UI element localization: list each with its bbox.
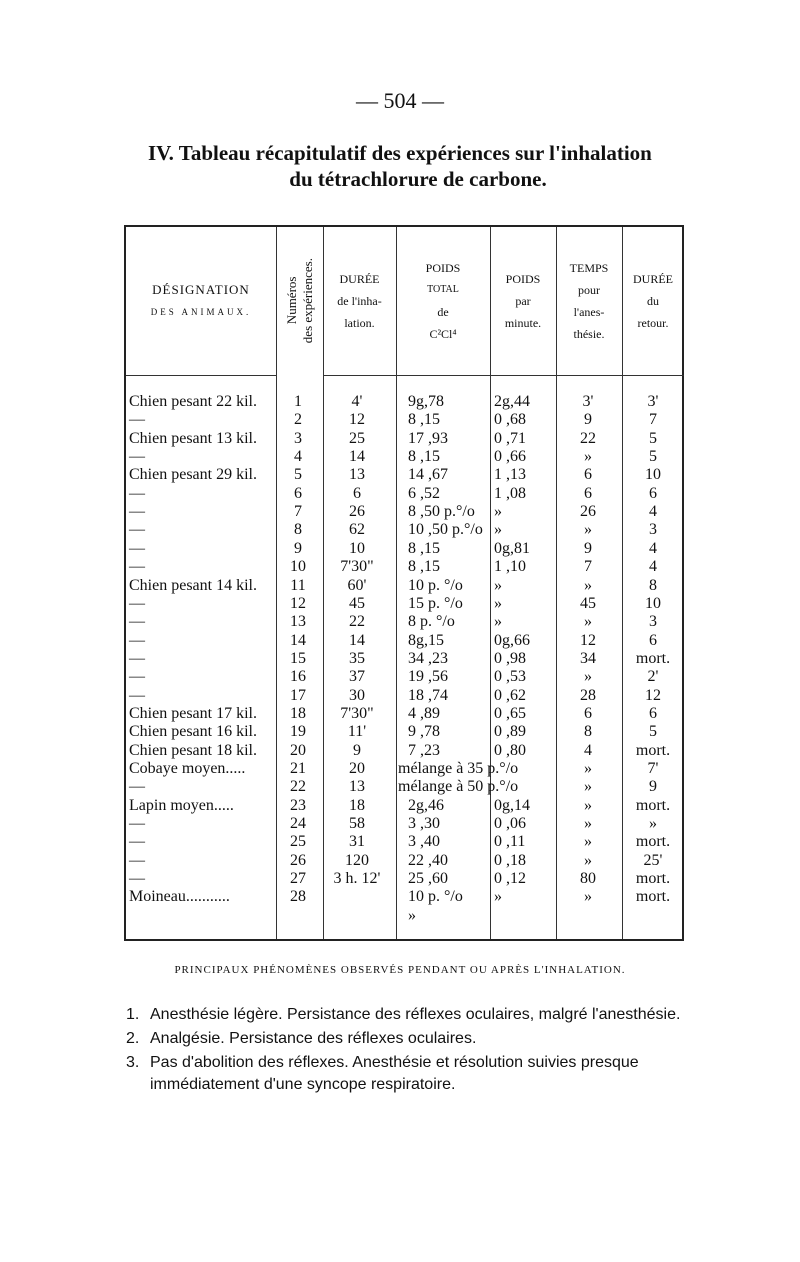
cell-retour: 9 [649,778,657,796]
cell-designation: Lapin moyen..... [129,796,234,814]
table-row [126,503,682,521]
cell-numero: 11 [290,576,306,594]
table-row [126,540,682,558]
cell-poids-total: 3 ,30 [408,815,440,833]
cell-designation: — [129,851,145,869]
cell-retour: 25' [643,851,663,869]
table-row [126,815,682,833]
cell-designation: — [129,833,145,851]
table-row [126,558,682,576]
cell-poids-minute: 1 ,13 [494,466,526,484]
cell-duree: 14 [349,448,365,466]
table-row [126,668,682,686]
table-row [126,521,682,539]
cell-poids-minute: » [494,888,502,906]
cell-temps: » [584,888,592,906]
cell-duree: 30 [349,686,365,704]
cell-poids-total: 8 ,15 [408,558,440,576]
cell-temps: » [584,576,592,594]
cell-temps: 3' [582,393,594,410]
table-row [126,888,682,906]
cell-poids-minute: 0g,81 [494,539,530,557]
cell-retour: 10 [645,594,661,612]
cell-temps: 28 [580,686,596,704]
cell-temps: » [584,851,592,869]
header-rule [490,375,556,376]
table-row [126,760,682,778]
cell-numero: 23 [290,796,306,814]
cell-numero: 20 [290,741,306,759]
table-row [126,613,682,631]
cell-poids-minute: 0 ,65 [494,704,526,722]
cell-numero: 18 [290,704,306,722]
header-poids-minute: POIDS par minute. [504,272,542,330]
cell-retour: 12 [645,686,661,704]
cell-poids-minute: 0 ,53 [494,668,526,686]
cell-poids-total: 8 ,15 [408,448,440,466]
cell-mixture: mélange à 35 p.°/o [398,760,519,777]
cell-retour: 5 [649,723,657,741]
cell-temps: » [584,815,592,833]
table-row [126,870,682,888]
cell-poids-total: 22 ,40 [408,851,448,869]
cell-duree: 13 [349,778,365,796]
cell-numero: 26 [290,851,306,869]
cell-designation: — [129,411,145,429]
cell-poids-total: 8 p. °/o [408,613,455,631]
cell-duree: 12 [349,411,365,429]
cell-temps: 22 [580,429,596,447]
cell-duree: 31 [349,833,365,851]
cell-numero: 3 [294,429,302,447]
cell-retour: 4 [649,558,657,576]
header-rule [556,375,622,376]
cell-duree: 26 [349,503,365,521]
cell-temps: 6 [584,704,592,722]
table-row [126,632,682,650]
cell-designation: — [129,594,145,612]
cell-poids-minute: 0g,66 [494,631,530,649]
cell-duree: 18 [349,796,365,814]
cell-numero: 7 [294,503,302,521]
cell-duree: 4' [351,393,363,410]
cell-designation: Chien pesant 22 kil. [129,393,257,410]
cell-temps: 9 [584,411,592,429]
note-item: 3. Pas d'abolition des réflexes. Anesthésie et résolution suivies presque immédiatement d'une syncope respiratoire. [126,1054,639,1093]
table-row [126,742,682,760]
summary-table [124,225,684,941]
cell-poids-total: 3 ,40 [408,833,440,851]
cell-poids-total: 2g,46 [408,796,444,814]
table-row [126,723,682,741]
cell-numero: 12 [290,594,306,612]
title-line-2: du tétrachlorure de carbone. [289,167,547,191]
cell-duree: 25 [349,429,365,447]
cell-numero: 15 [290,649,306,667]
cell-poids-minute: 0 ,66 [494,448,526,466]
cell-poids-minute: 0 ,12 [494,870,526,888]
cell-duree: 20 [349,760,365,777]
cell-poids-total: 8 ,50 p.°/o [408,503,475,521]
cell-retour: 6 [649,704,657,722]
cell-duree: 120 [345,851,369,869]
cell-retour: » [649,815,657,833]
cell-retour: 6 [649,631,657,649]
cell-designation: — [129,613,145,631]
cell-poids-minute: 0 ,06 [494,815,526,833]
cell-temps: » [584,521,592,539]
cell-temps: 6 [584,466,592,484]
cell-temps: 8 [584,723,592,741]
cell-numero: 4 [294,448,302,466]
cell-designation: Chien pesant 18 kil. [129,741,257,759]
cell-duree: 6 [353,484,361,502]
cell-temps: 7 [584,558,592,576]
cell-numero: 13 [290,613,306,631]
cell-duree: 60' [347,576,367,594]
cell-poids-minute: » [494,576,502,594]
cell-duree: 22 [349,613,365,631]
cell-poids-total: 8g,15 [408,631,444,649]
cell-duree: 7'30" [340,704,374,722]
cell-retour: 2' [647,668,659,686]
cell-poids-minute: » [494,503,502,521]
cell-retour: 3 [649,521,657,539]
table-row [126,797,682,815]
cell-poids-minute: 0 ,18 [494,851,526,869]
cell-duree: 37 [349,668,365,686]
cell-designation: Chien pesant 13 kil. [129,429,257,447]
cell-retour: 3' [647,393,659,410]
table-row [126,448,682,466]
cell-poids-total: 15 p. °/o [408,594,463,612]
cell-retour: mort. [635,833,671,851]
cell-retour: mort. [635,796,671,814]
cell-numero: 22 [290,778,306,796]
table-row [126,595,682,613]
cell-poids-minute: 0 ,98 [494,649,526,667]
table-row [126,411,682,429]
cell-designation: Chien pesant 14 kil. [129,576,257,594]
cell-poids-minute: 0 ,62 [494,686,526,704]
cell-designation: — [129,448,145,466]
note-item: 2. Analgésie. Persistance des réflexes oculaires. [126,1030,477,1047]
cell-numero: 1 [294,393,302,410]
cell-poids-total: 19 ,56 [408,668,448,686]
header-duree: DURÉE de l'inha- lation. [337,272,382,330]
cell-poids-minute: 0 ,80 [494,741,526,759]
cell-designation: — [129,870,145,888]
cell-poids-minute: 1 ,10 [494,558,526,576]
cell-retour: 8 [649,576,657,594]
cell-poids-total: 34 ,23 [408,649,448,667]
header-rule [396,375,490,376]
cell-poids-minute: 0g,14 [494,796,530,814]
header-poids-total: POIDS TOTAL de C²Cl⁴ [425,261,461,341]
table-row [126,393,682,411]
cell-designation: Moineau........... [129,888,230,906]
cell-numero: 2 [294,411,302,429]
cell-retour: mort. [635,870,671,888]
cell-retour: 7' [647,760,659,777]
cell-poids-total: 25 ,60 [408,870,448,888]
cell-duree: 3 h. 12' [333,870,381,888]
cell-retour: 3 [649,613,657,631]
cell-numero: 27 [290,870,306,888]
table-row [126,577,682,595]
table-row [126,778,682,796]
cell-designation: Cobaye moyen..... [129,760,246,777]
cell-poids-minute: 0 ,68 [494,411,526,429]
cell-retour: 5 [649,448,657,466]
cell-temps: 12 [580,631,596,649]
cell-numero: 21 [290,760,306,777]
table-row [126,852,682,870]
table-row [126,907,682,925]
cell-poids-total: » [408,906,416,924]
cell-poids-total: 9 ,78 [408,723,440,741]
cell-retour: 4 [649,539,657,557]
cell-poids-total: 17 ,93 [408,429,448,447]
cell-temps: 9 [584,539,592,557]
cell-duree: 11' [347,723,367,741]
cell-numero: 19 [290,723,306,741]
cell-poids-total: 9g,78 [408,393,444,410]
cell-poids-total: 10 p. °/o [408,888,463,906]
cell-duree: 9 [353,741,361,759]
cell-temps: 26 [580,503,596,521]
cell-designation: — [129,484,145,502]
cell-poids-total: 7 ,23 [408,741,440,759]
cell-temps: 4 [584,741,592,759]
cell-numero: 9 [294,539,302,557]
table-row [126,833,682,851]
cell-numero: 17 [290,686,306,704]
cell-retour: 4 [649,503,657,521]
cell-designation: — [129,558,145,576]
header-retour: DURÉE du retour. [633,272,673,330]
table-row [126,705,682,723]
cell-retour: 7 [649,411,657,429]
cell-numero: 8 [294,521,302,539]
table-row [126,466,682,484]
cell-poids-total: 18 ,74 [408,686,448,704]
header-temps: TEMPS pour l'anes- thésie. [569,261,609,341]
cell-duree: 7'30" [340,558,374,576]
cell-numero: 10 [290,558,306,576]
cell-retour: mort. [635,649,671,667]
cell-temps: » [584,668,592,686]
cell-designation: — [129,686,145,704]
cell-designation: Chien pesant 29 kil. [129,466,257,484]
cell-duree: 14 [349,631,365,649]
header-rule [126,375,276,376]
cell-duree: 45 [349,594,365,612]
notes-list [124,1004,694,1098]
cell-designation: — [129,521,145,539]
cell-poids-total: 10 p. °/o [408,576,463,594]
cell-designation: — [129,815,145,833]
header-rule [622,375,684,376]
cell-duree: 62 [349,521,365,539]
cell-temps: 45 [580,594,596,612]
cell-duree: 35 [349,649,365,667]
cell-temps: » [584,796,592,814]
cell-poids-minute: 1 ,08 [494,484,526,502]
cell-temps: » [584,448,592,466]
cell-designation: — [129,631,145,649]
cell-duree: 13 [349,466,365,484]
cell-poids-total: 8 ,15 [408,411,440,429]
table-title [148,140,708,192]
cell-designation: Chien pesant 17 kil. [129,704,257,722]
cell-designation: — [129,539,145,557]
table-row [126,650,682,668]
cell-numero: 25 [290,833,306,851]
cell-designation: — [129,778,145,796]
cell-retour: mort. [635,741,671,759]
cell-retour: 10 [645,466,661,484]
cell-mixture: mélange à 50 p.°/o [398,778,519,796]
title-line-1: IV. Tableau récapitulatif des expériences sur l'inhalation [148,141,652,165]
cell-poids-minute: 0 ,11 [494,833,526,851]
phenomena-heading: PRINCIPAUX PHÉNOMÈNES OBSERVÉS PENDANT OU APRÈS L'INHALATION. [174,964,626,976]
cell-poids-total: 14 ,67 [408,466,448,484]
cell-numero: 24 [290,815,306,833]
cell-poids-minute: 2g,44 [494,393,530,410]
cell-designation: — [129,649,145,667]
table-row [126,687,682,705]
cell-poids-minute: » [494,594,502,612]
table-row [126,430,682,448]
cell-poids-total: 8 ,15 [408,539,440,557]
cell-numero: 14 [290,631,306,649]
cell-retour: 5 [649,429,657,447]
cell-temps: 6 [584,484,592,502]
cell-poids-total: 10 ,50 p.°/o [408,521,483,539]
cell-poids-minute: 0 ,89 [494,723,526,741]
cell-numero: 28 [290,888,306,906]
page-number: — 504 — [356,88,444,113]
cell-poids-total: 6 ,52 [408,484,440,502]
cell-duree: 10 [349,539,365,557]
table-row [126,485,682,503]
cell-numero: 16 [290,668,306,686]
cell-poids-minute: 0 ,71 [494,429,526,447]
cell-poids-total: 4 ,89 [408,704,440,722]
cell-temps: » [584,778,592,796]
cell-poids-minute: » [494,613,502,631]
cell-temps: » [584,613,592,631]
header-designation: DÉSIGNATION DES ANIMAUX. [150,282,252,317]
note-item: 1. Anesthésie légère. Persistance des réflexes oculaires, malgré l'anesthésie. [126,1006,681,1023]
header-numero: Numéros des expériences. [283,258,315,344]
cell-numero: 6 [294,484,302,502]
cell-temps: » [584,760,592,777]
cell-designation: — [129,503,145,521]
cell-temps: » [584,833,592,851]
cell-retour: mort. [635,888,671,906]
cell-temps: 80 [580,870,596,888]
header-rule [323,375,396,376]
cell-poids-minute: » [494,521,502,539]
cell-designation: Chien pesant 16 kil. [129,723,257,741]
cell-duree: 58 [349,815,365,833]
cell-temps: 34 [580,649,596,667]
cell-designation: — [129,668,145,686]
cell-retour: 6 [649,484,657,502]
cell-numero: 5 [294,466,302,484]
